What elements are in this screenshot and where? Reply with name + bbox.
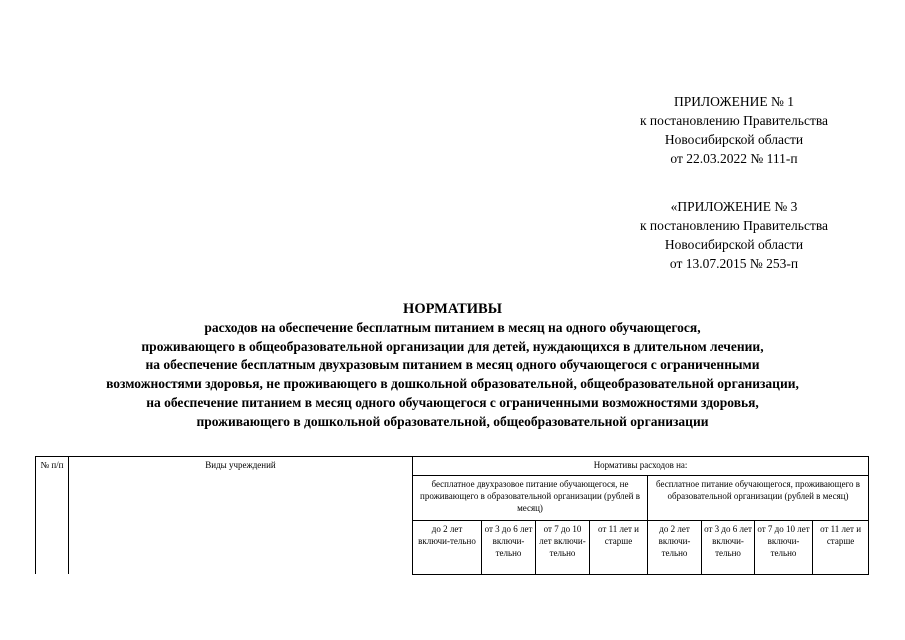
header-number: № п/п [36,457,69,575]
appendix-1-line: Новосибирской области [664,132,804,147]
age-group-header: до 2 лет включи-тельно [413,521,482,574]
document-title-block [20,300,885,432]
age-group-header: от 7 до 10 лет включи-тельно [536,521,590,574]
age-group-header: от 11 лет и старше [813,521,869,574]
title-line: на обеспечение бесплатным двухразовым питанием в месяц одного обучающегося с ограниченными [145,357,760,373]
title-line: возможностями здоровья, не проживающего в дошкольной образовательной, общеобразовательной организации, [106,376,799,392]
appendix-3-header [584,197,884,273]
appendix-1-title: ПРИЛОЖЕНИЕ № 1 [673,94,795,109]
header-institution-type: Виды учреждений [69,457,413,575]
appendix-1-line: к постановлению Правительства [639,113,829,128]
title-line: расходов на обеспечение бесплатным питанием в месяц на одного обучающегося, [204,319,701,335]
header-group-nonresident: бесплатное двухразовое питание обучающегося, не проживающего в образовательной организации (рублей в месяц) [413,475,648,521]
appendix-3-title: «ПРИЛОЖЕНИЕ № 3 [670,199,798,214]
appendix-3-line: Новосибирской области [664,237,804,252]
appendix-1-header [584,92,884,168]
age-group-header: от 11 лет и старше [590,521,648,574]
header-group-resident: бесплатное питание обучающегося, проживающего в образовательной организации (рублей в месяц) [648,475,869,521]
age-group-header: до 2 лет включи-тельно [648,521,702,574]
header-norms: Нормативы расходов на: [413,457,869,476]
appendix-1-date: от 22.03.2022 № 111-п [670,151,798,166]
age-group-header: от 3 до 6 лет включи-тельно [482,521,536,574]
appendix-3-date: от 13.07.2015 № 253-п [669,256,799,271]
title-line: проживающего в общеобразовательной организации для детей, нуждающихся в длительном лечении, [141,338,764,354]
document-title: НОРМАТИВЫ [403,301,502,317]
norms-table [35,456,869,575]
title-line: на обеспечение питанием в месяц одного обучающегося с ограниченными возможностями здоровья, [146,394,759,410]
title-line: проживающего в дошкольной образовательной, общеобразовательной организации [196,413,709,429]
age-group-header: от 7 до 10 лет включи-тельно [755,521,813,574]
appendix-3-line: к постановлению Правительства [639,218,829,233]
age-group-header: от 3 до 6 лет включи-тельно [702,521,755,574]
